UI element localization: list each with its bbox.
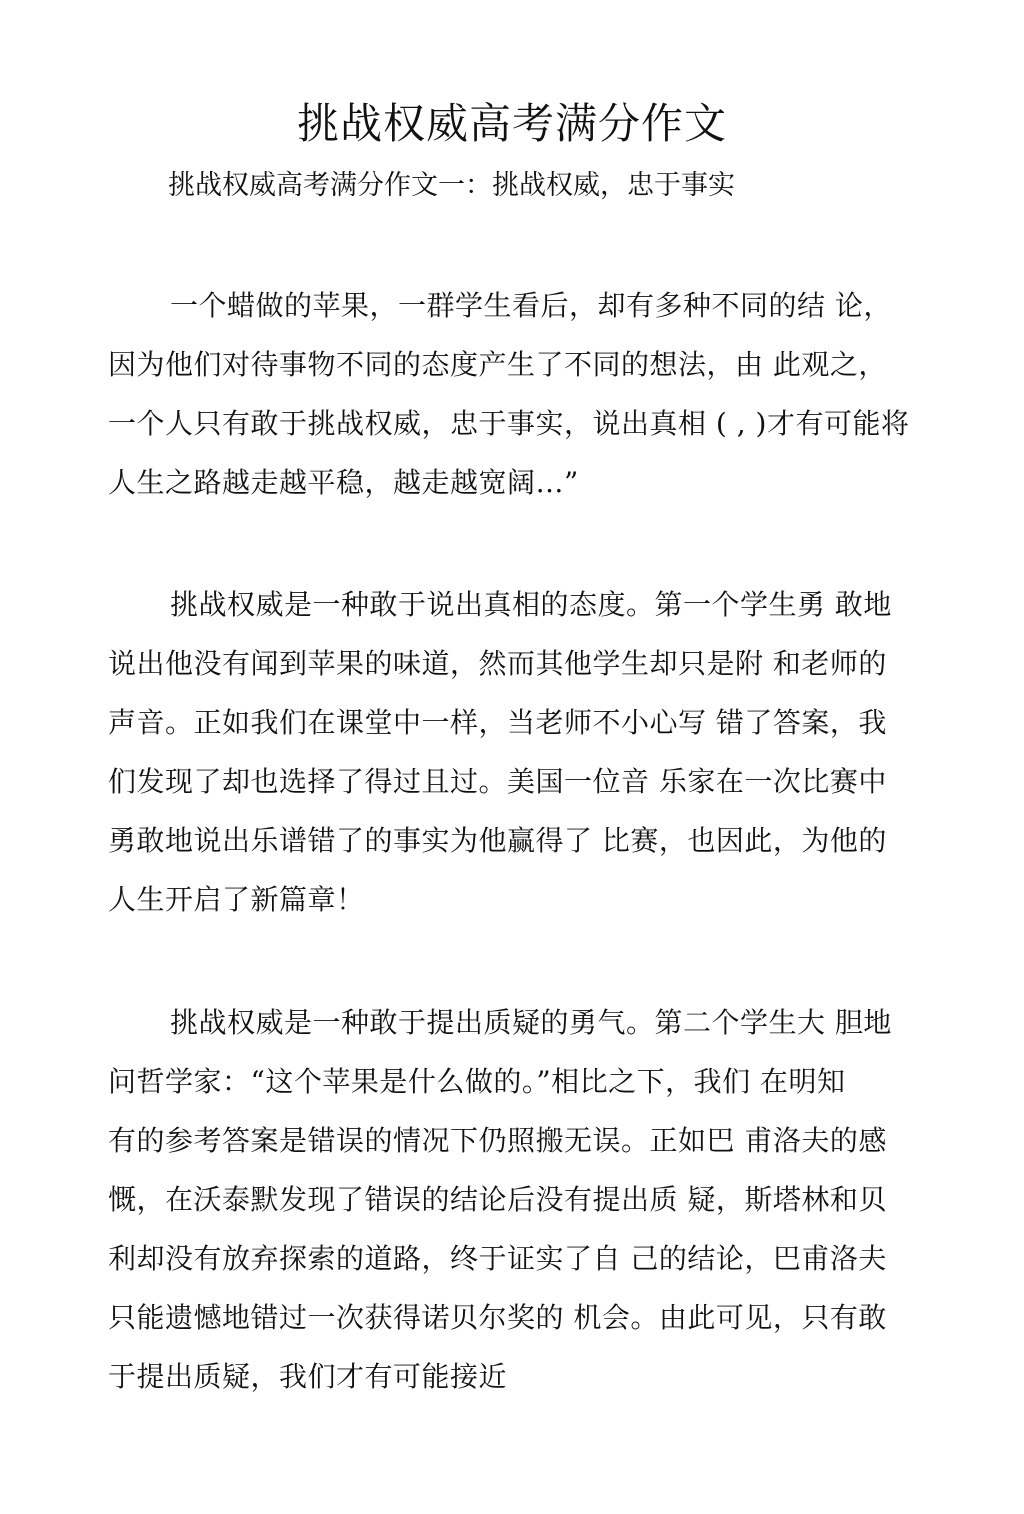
paragraph-1 bbox=[108, 276, 948, 512]
paragraph-line: 挑战权威是一种敢于提出质疑的勇气。第二个学生大 胆地 bbox=[170, 1006, 892, 1039]
paragraph-2 bbox=[108, 575, 948, 929]
paragraph-line: 一个蜡做的苹果，一群学生看后，却有多种不同的结 论， bbox=[170, 289, 892, 322]
paragraph-line: 人生开启了新篇章！ bbox=[108, 883, 365, 916]
paragraph-line: 因为他们对待事物不同的态度产生了不同的想法，由 此观之， bbox=[108, 348, 887, 381]
document-subtitle: 挑战权威高考满分作文一：挑战权威，忠于事实 bbox=[168, 170, 735, 201]
paragraph-line: 于提出质疑，我们才有可能接近 bbox=[108, 1360, 508, 1393]
paragraph-line: 利却没有放弃探索的道路，终于证实了自 己的结论，巴甫洛夫 bbox=[108, 1242, 887, 1275]
paragraph-line: 挑战权威是一种敢于说出真相的态度。第一个学生勇 敢地 bbox=[170, 588, 892, 621]
paragraph-line: 们发现了却也选择了得过且过。美国一位音 乐家在一次比赛中 bbox=[108, 765, 887, 798]
document-title: 挑战权威高考满分作文 bbox=[296, 99, 727, 148]
paragraph-line: 人生之路越走越平稳，越走越宽阔…” bbox=[108, 466, 579, 499]
paragraph-line: 慨，在沃泰默发现了错误的结论后没有提出质 疑，斯塔林和贝 bbox=[108, 1183, 887, 1216]
paragraph-line: 一个人只有敢于挑战权威，忠于事实，说出真相 ( , )才有可能将 bbox=[108, 407, 910, 440]
paragraph-line: 问哲学家：“这个苹果是什么做的。”相比之下，我们 在明知 bbox=[108, 1065, 846, 1098]
paragraph-line: 说出他没有闻到苹果的味道，然而其他学生却只是附 和老师的 bbox=[108, 647, 887, 680]
paragraph-line: 只能遗憾地错过一次获得诺贝尔奖的 机会。由此可见，只有敢 bbox=[108, 1301, 887, 1334]
paragraph-line: 勇敢地说出乐谱错了的事实为他赢得了 比赛，也因此，为他的 bbox=[108, 824, 887, 857]
paragraph-3 bbox=[108, 993, 948, 1406]
paragraph-line: 有的参考答案是错误的情况下仍照搬无误。正如巴 甫洛夫的感 bbox=[108, 1124, 887, 1157]
paragraph-line: 声音。正如我们在课堂中一样，当老师不小心写 错了答案，我 bbox=[108, 706, 887, 739]
